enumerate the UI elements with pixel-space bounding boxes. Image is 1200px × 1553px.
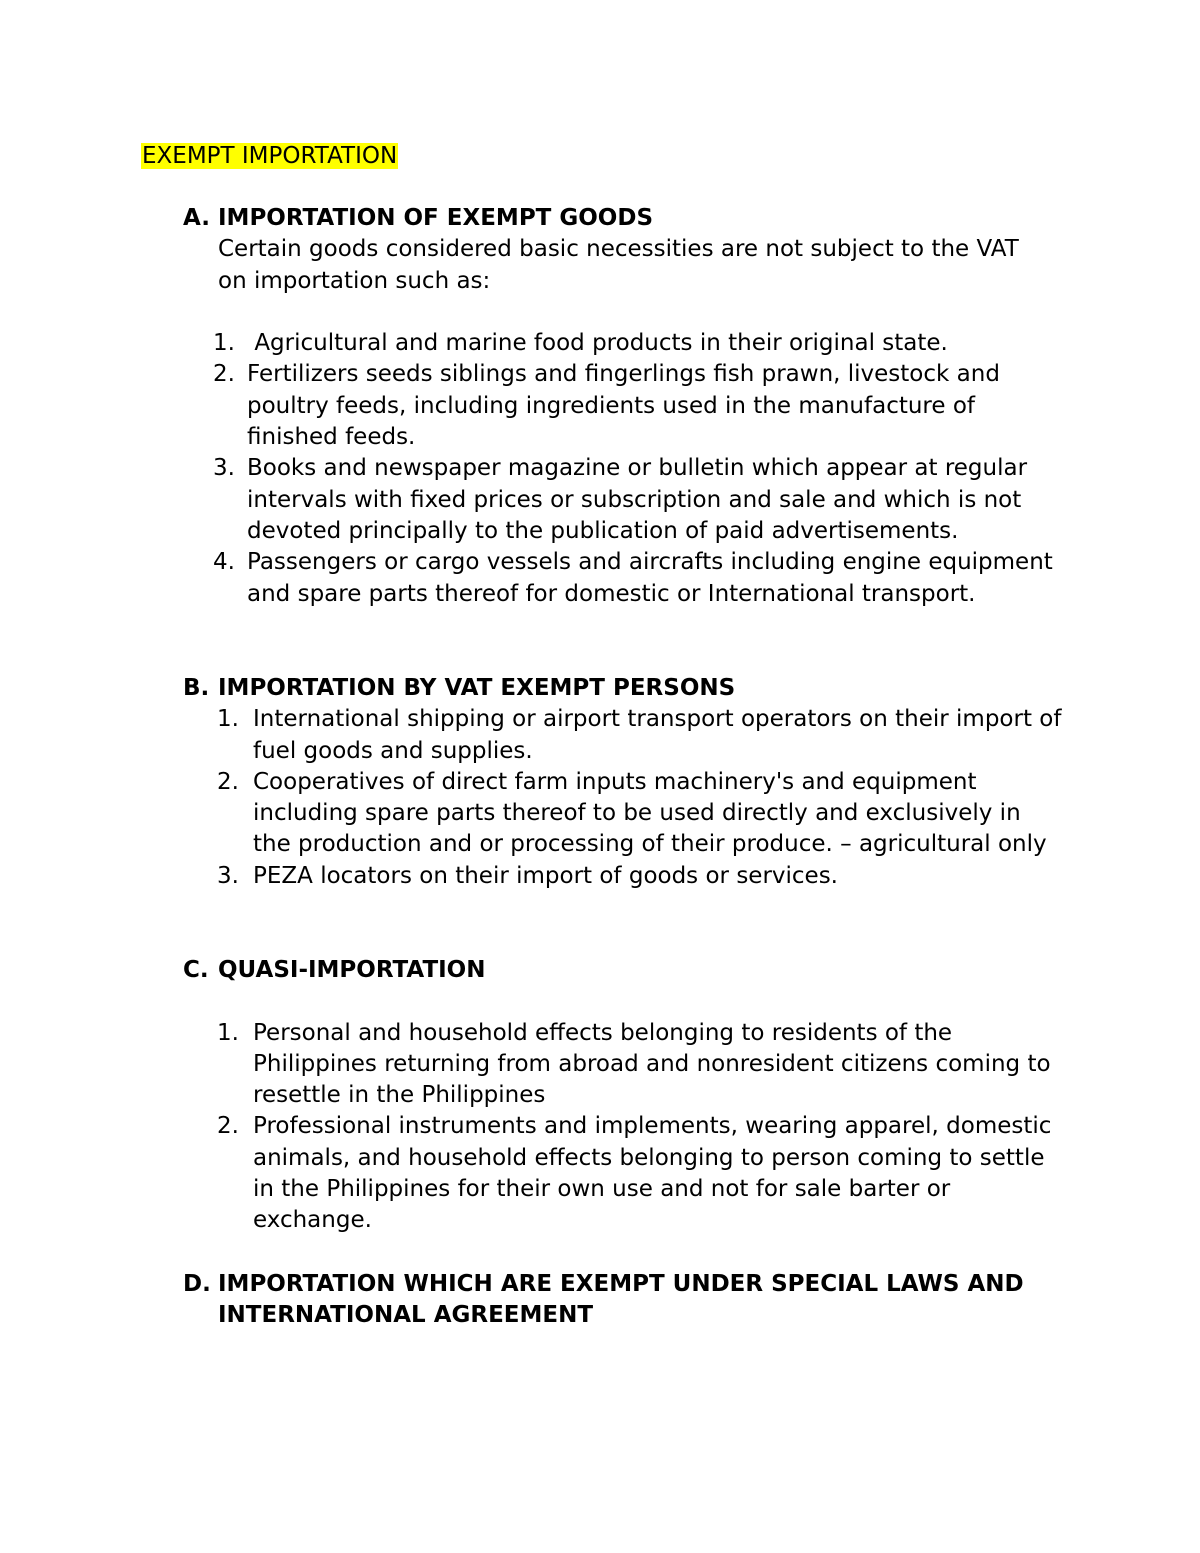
section-letter: D. <box>183 1271 211 1297</box>
list-item <box>183 359 1053 453</box>
item-text: Personal and household effects belonging to residents of the Philippines returning from abroad and nonresident citizens coming to resettle in the Philippines <box>253 1019 1051 1109</box>
item-number: 3. <box>213 455 235 482</box>
item-list <box>183 704 1063 892</box>
section-letter: C. <box>183 957 209 983</box>
section-quasi-importation <box>183 955 1083 1237</box>
section-heading <box>183 203 1083 234</box>
section-heading-text: IMPORTATION OF EXEMPT GOODS <box>218 205 654 231</box>
item-number: 4. <box>213 549 235 576</box>
section-intro: Certain goods considered basic necessities are not subject to the VAT on importation such as: <box>218 236 1019 294</box>
item-list <box>183 328 1053 610</box>
item-text: International shipping or airport transport operators on their import of fuel goods and supplies. <box>253 706 1062 764</box>
list-item <box>183 547 1053 610</box>
item-number: 1. <box>217 1019 239 1046</box>
item-number: 2. <box>217 768 239 795</box>
section-heading-text: QUASI-IMPORTATION <box>218 957 486 983</box>
section-exempt-goods <box>183 203 1083 610</box>
item-number: 2. <box>217 1113 239 1140</box>
section-letter: B. <box>183 675 210 701</box>
item-text: PEZA locators on their import of goods or services. <box>253 862 838 889</box>
item-text: Passengers or cargo vessels and aircrafts including engine equipment and spare parts thereof for domestic or International transport. <box>247 549 1053 607</box>
list-item <box>183 328 1053 359</box>
section-vat-exempt-persons <box>183 673 1083 892</box>
section-heading <box>183 1269 1063 1332</box>
list-item <box>183 1018 1063 1112</box>
item-number: 2. <box>213 361 235 388</box>
item-text: Fertilizers seeds siblings and fingerlings fish prawn, livestock and poultry feeds, including ingredients used in the manufacture of finished feeds. <box>247 361 1000 451</box>
list-item <box>183 1111 1063 1236</box>
section-heading-text: IMPORTATION WHICH ARE EXEMPT UNDER SPECIAL LAWS AND INTERNATIONAL AGREEMENT <box>218 1271 1024 1329</box>
item-text: Agricultural and marine food products in their original state. <box>247 330 948 357</box>
item-number: 3. <box>217 862 239 889</box>
item-text: Books and newspaper magazine or bulletin which appear at regular intervals with fixed prices or subscription and sale and which is not devoted principally to the publication of paid advertisements. <box>247 455 1028 544</box>
section-heading <box>183 955 1083 986</box>
item-text: Cooperatives of direct farm inputs machinery's and equipment including spare parts thereof to be used directly and exclusively in the production and or processing of their produce. – agricultural only <box>253 768 1047 858</box>
item-number: 1. <box>217 706 239 733</box>
item-text: Professional instruments and implements, wearing apparel, domestic animals, and household effects belonging to person coming to settle in the Philippines for their own use and not for sale barter or exchange. <box>253 1113 1052 1234</box>
item-number: 1. <box>213 330 235 357</box>
section-special-laws <box>183 1269 1063 1332</box>
document-title <box>141 141 398 172</box>
item-list <box>183 1018 1063 1237</box>
list-item <box>183 861 1063 892</box>
section-letter: A. <box>183 205 210 231</box>
document-title-text: EXEMPT IMPORTATION <box>142 143 398 169</box>
list-item <box>183 453 1053 547</box>
list-item <box>183 704 1063 767</box>
section-heading <box>183 673 1083 704</box>
list-item <box>183 767 1063 861</box>
section-heading-text: IMPORTATION BY VAT EXEMPT PERSONS <box>218 675 736 701</box>
